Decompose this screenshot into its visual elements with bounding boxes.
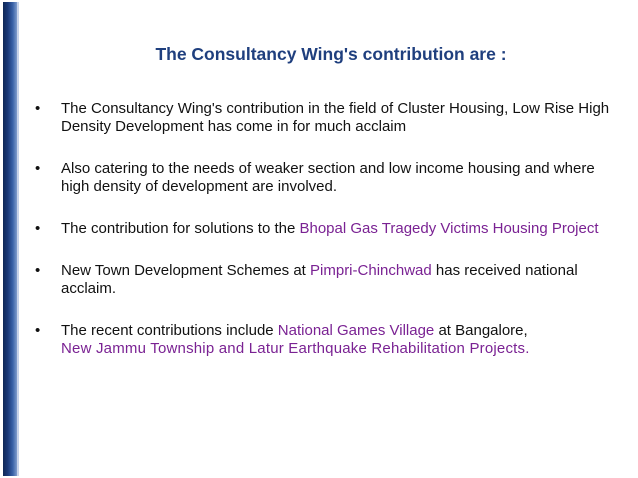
bullet-list — [34, 100, 624, 382]
bullet-item — [34, 262, 624, 298]
bullet-text: New Town Development Schemes at — [61, 262, 311, 279]
bullet-text: Also catering to the needs of weaker section and low income housing and where high density of development are involved. — [61, 160, 595, 195]
slide-title: The Consultancy Wing's contribution are : — [155, 44, 507, 64]
bullet-item — [34, 160, 624, 196]
bullet-highlight: National Games Village — [277, 322, 435, 339]
bullet-text-after: at Bangalore, — [434, 322, 528, 339]
left-accent-bar — [3, 2, 17, 476]
bullet-text: The contribution for solutions to the — [61, 220, 300, 237]
bullet-item — [34, 220, 624, 238]
bullet-dot: • — [35, 262, 41, 279]
bullet-dot: • — [35, 322, 41, 339]
bullet-dot: • — [35, 100, 41, 117]
bullet-text-after: has received national acclaim. — [61, 262, 578, 297]
bullet-highlight: Bhopal Gas Tragedy Victims Housing Project — [299, 220, 599, 237]
bullet-text: The recent contributions include — [61, 322, 278, 339]
bullet-dot: • — [35, 220, 41, 237]
bullet-item — [34, 100, 624, 136]
bullet-highlight-2: New Jammu Township and Latur Earthquake Rehabilitation Projects. — [61, 340, 530, 357]
bullet-dot: • — [35, 160, 41, 177]
bullet-item — [34, 322, 624, 358]
bullet-text: The Consultancy Wing's contribution in the field of Cluster Housing, Low Rise High Density Development has come in for much acclaim — [61, 100, 610, 135]
bullet-highlight: Pimpri-Chinchwad — [310, 262, 432, 279]
left-accent-bar-edge — [17, 2, 19, 476]
